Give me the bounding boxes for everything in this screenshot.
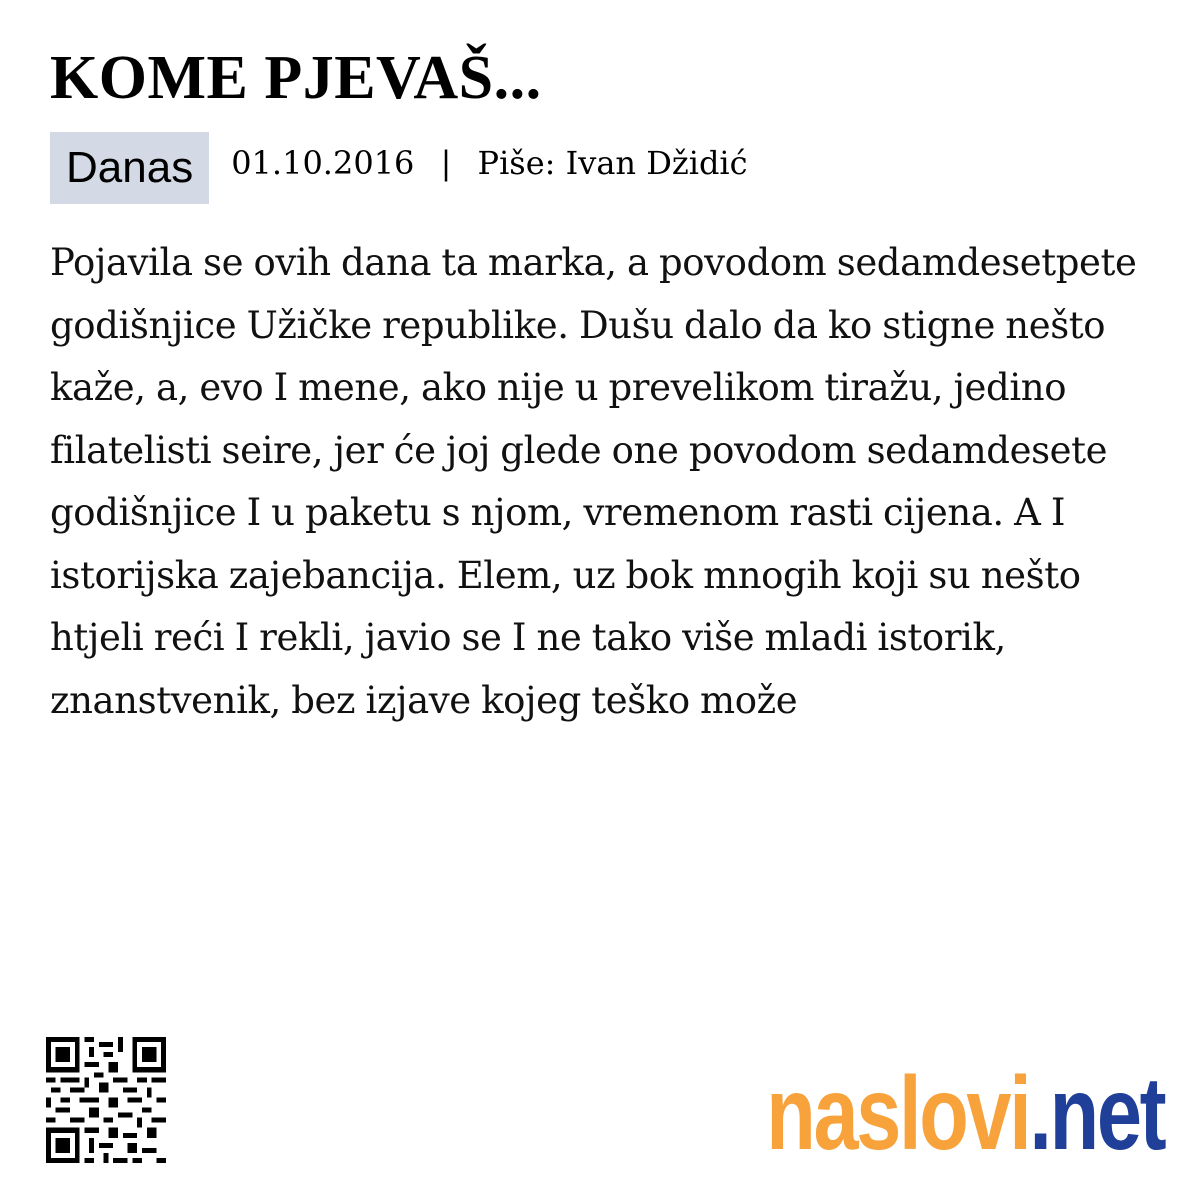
naslovi-logo[interactable] xyxy=(765,1056,1164,1172)
article-author: Piše: Ivan Džidić xyxy=(477,144,748,182)
article-date: 01.10.2016 xyxy=(231,144,415,182)
article-body: Pojavila se ovih dana ta marka, a povodom sedamdesetpete godišnjice Užičke republike. Dušu dalo da ko stigne nešto kaže, a, evo I mene, ako nije u prevelikom tiražu, jedino filatelisti seire, jer će joj glede one povodom sedamdesete godišnjice I u paketu s njom, vremenom rasti cijena. A I istorijska zajebancija. Elem, uz bok mnogih koji su nešto htjeli reći I rekli, javio se I ne tako više mladi istorik, znanstvenik, bez izjave kojeg teško može xyxy=(50,241,1137,722)
source-badge[interactable]: Danas xyxy=(50,132,209,204)
meta-separator: | xyxy=(440,144,452,182)
meta-text xyxy=(231,143,747,183)
logo-part1: naslovi xyxy=(765,1056,1030,1172)
article-meta xyxy=(50,132,748,204)
article-title: KOME PJEVAŠ... xyxy=(50,44,542,112)
logo-part2: .net xyxy=(1029,1056,1164,1172)
qr-code-icon xyxy=(46,1037,166,1163)
